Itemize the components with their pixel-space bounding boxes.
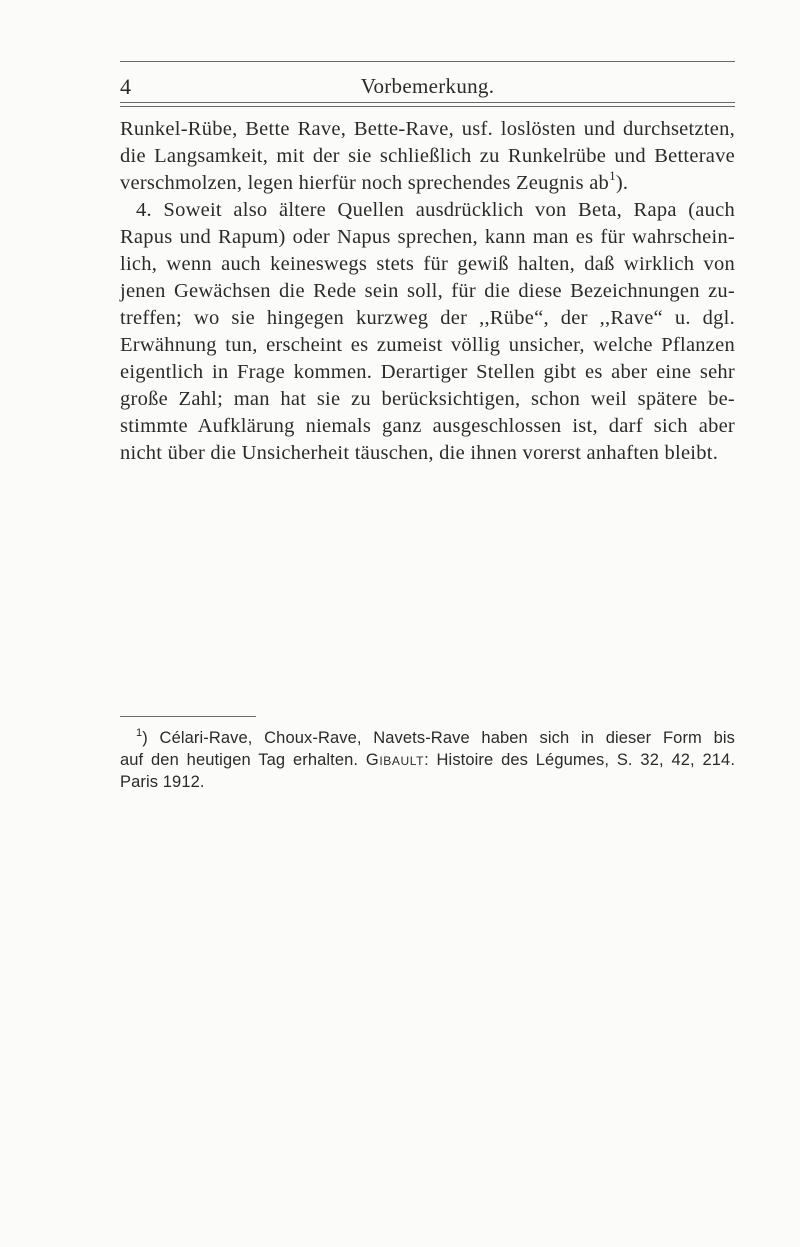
text-line: 4. Soweit also ältere Quellen ausdrücklich von Beta, Rapa (auch (136, 199, 735, 221)
body-text (120, 116, 735, 467)
footnote (120, 727, 735, 793)
running-title: Vorbemerkung. (360, 74, 495, 98)
text-line: treffen; wo sie hingegen kurzweg der ,,Rübe“, der ,,Rave“ u. dgl. (120, 307, 735, 329)
text-line: lich, wenn auch keineswegs stets für gewiß halten, daß wirklich von (120, 253, 735, 275)
text-line: eigentlich in Frage kommen. Derartiger Stellen gibt es aber eine sehr (120, 361, 735, 383)
footnote-separator (120, 716, 256, 717)
text-line: große Zahl; man hat sie zu berücksichtigen, schon weil spätere be- (120, 388, 735, 410)
page-number: 4 (120, 74, 131, 99)
text-line: die Langsamkeit, mit der sie schließlich zu Runkelrübe und Betterave (120, 145, 735, 167)
header-top-rule (120, 61, 735, 62)
footnote-line: Paris 1912. (120, 773, 205, 791)
text-line: Runkel-Rübe, Bette Rave, Bette-Rave, usf. loslösten und durchsetzten, (120, 118, 735, 140)
footnote-line (120, 749, 735, 771)
text-line (120, 170, 735, 197)
header-double-rule (120, 102, 735, 107)
footnote-text: auf den heutigen Tag erhalten. (120, 751, 359, 769)
text-line: stimmte Aufklärung niemals ganz ausgeschlossen ist, darf sich aber (120, 415, 735, 437)
text-line: Erwähnung tun, erscheint es zumeist völlig unsicher, welche Pflanzen (120, 334, 735, 356)
footnote-text: Célari-Rave, Choux-Rave, Navets-Rave haben sich in dieser Form bis (159, 729, 735, 747)
footnote-reference-suffix: ). (615, 172, 629, 194)
text-line: jenen Gewächsen die Rede sein soll, für die diese Bezeichnungen zu- (120, 280, 735, 302)
footnote-marker-suffix: ) (142, 729, 148, 747)
footnote-author: Gibault (365, 751, 425, 769)
footnote-text: : Histoire des Légumes, S. 32, 42, 214. (424, 751, 736, 769)
text-line: Rapus und Rapum) oder Napus sprechen, kann man es für wahrschein- (120, 226, 735, 248)
text-line: nicht über die Unsicherheit täuschen, die ihnen vorerst anhaften bleibt. (120, 442, 719, 464)
page-header (120, 56, 735, 116)
footnote-marker: 1 (136, 726, 143, 739)
footnote-reference: 1 (609, 168, 616, 184)
footnote-line (120, 727, 735, 749)
text-line-content: verschmolzen, legen hierfür noch sprechendes Zeugnis ab (120, 172, 610, 194)
